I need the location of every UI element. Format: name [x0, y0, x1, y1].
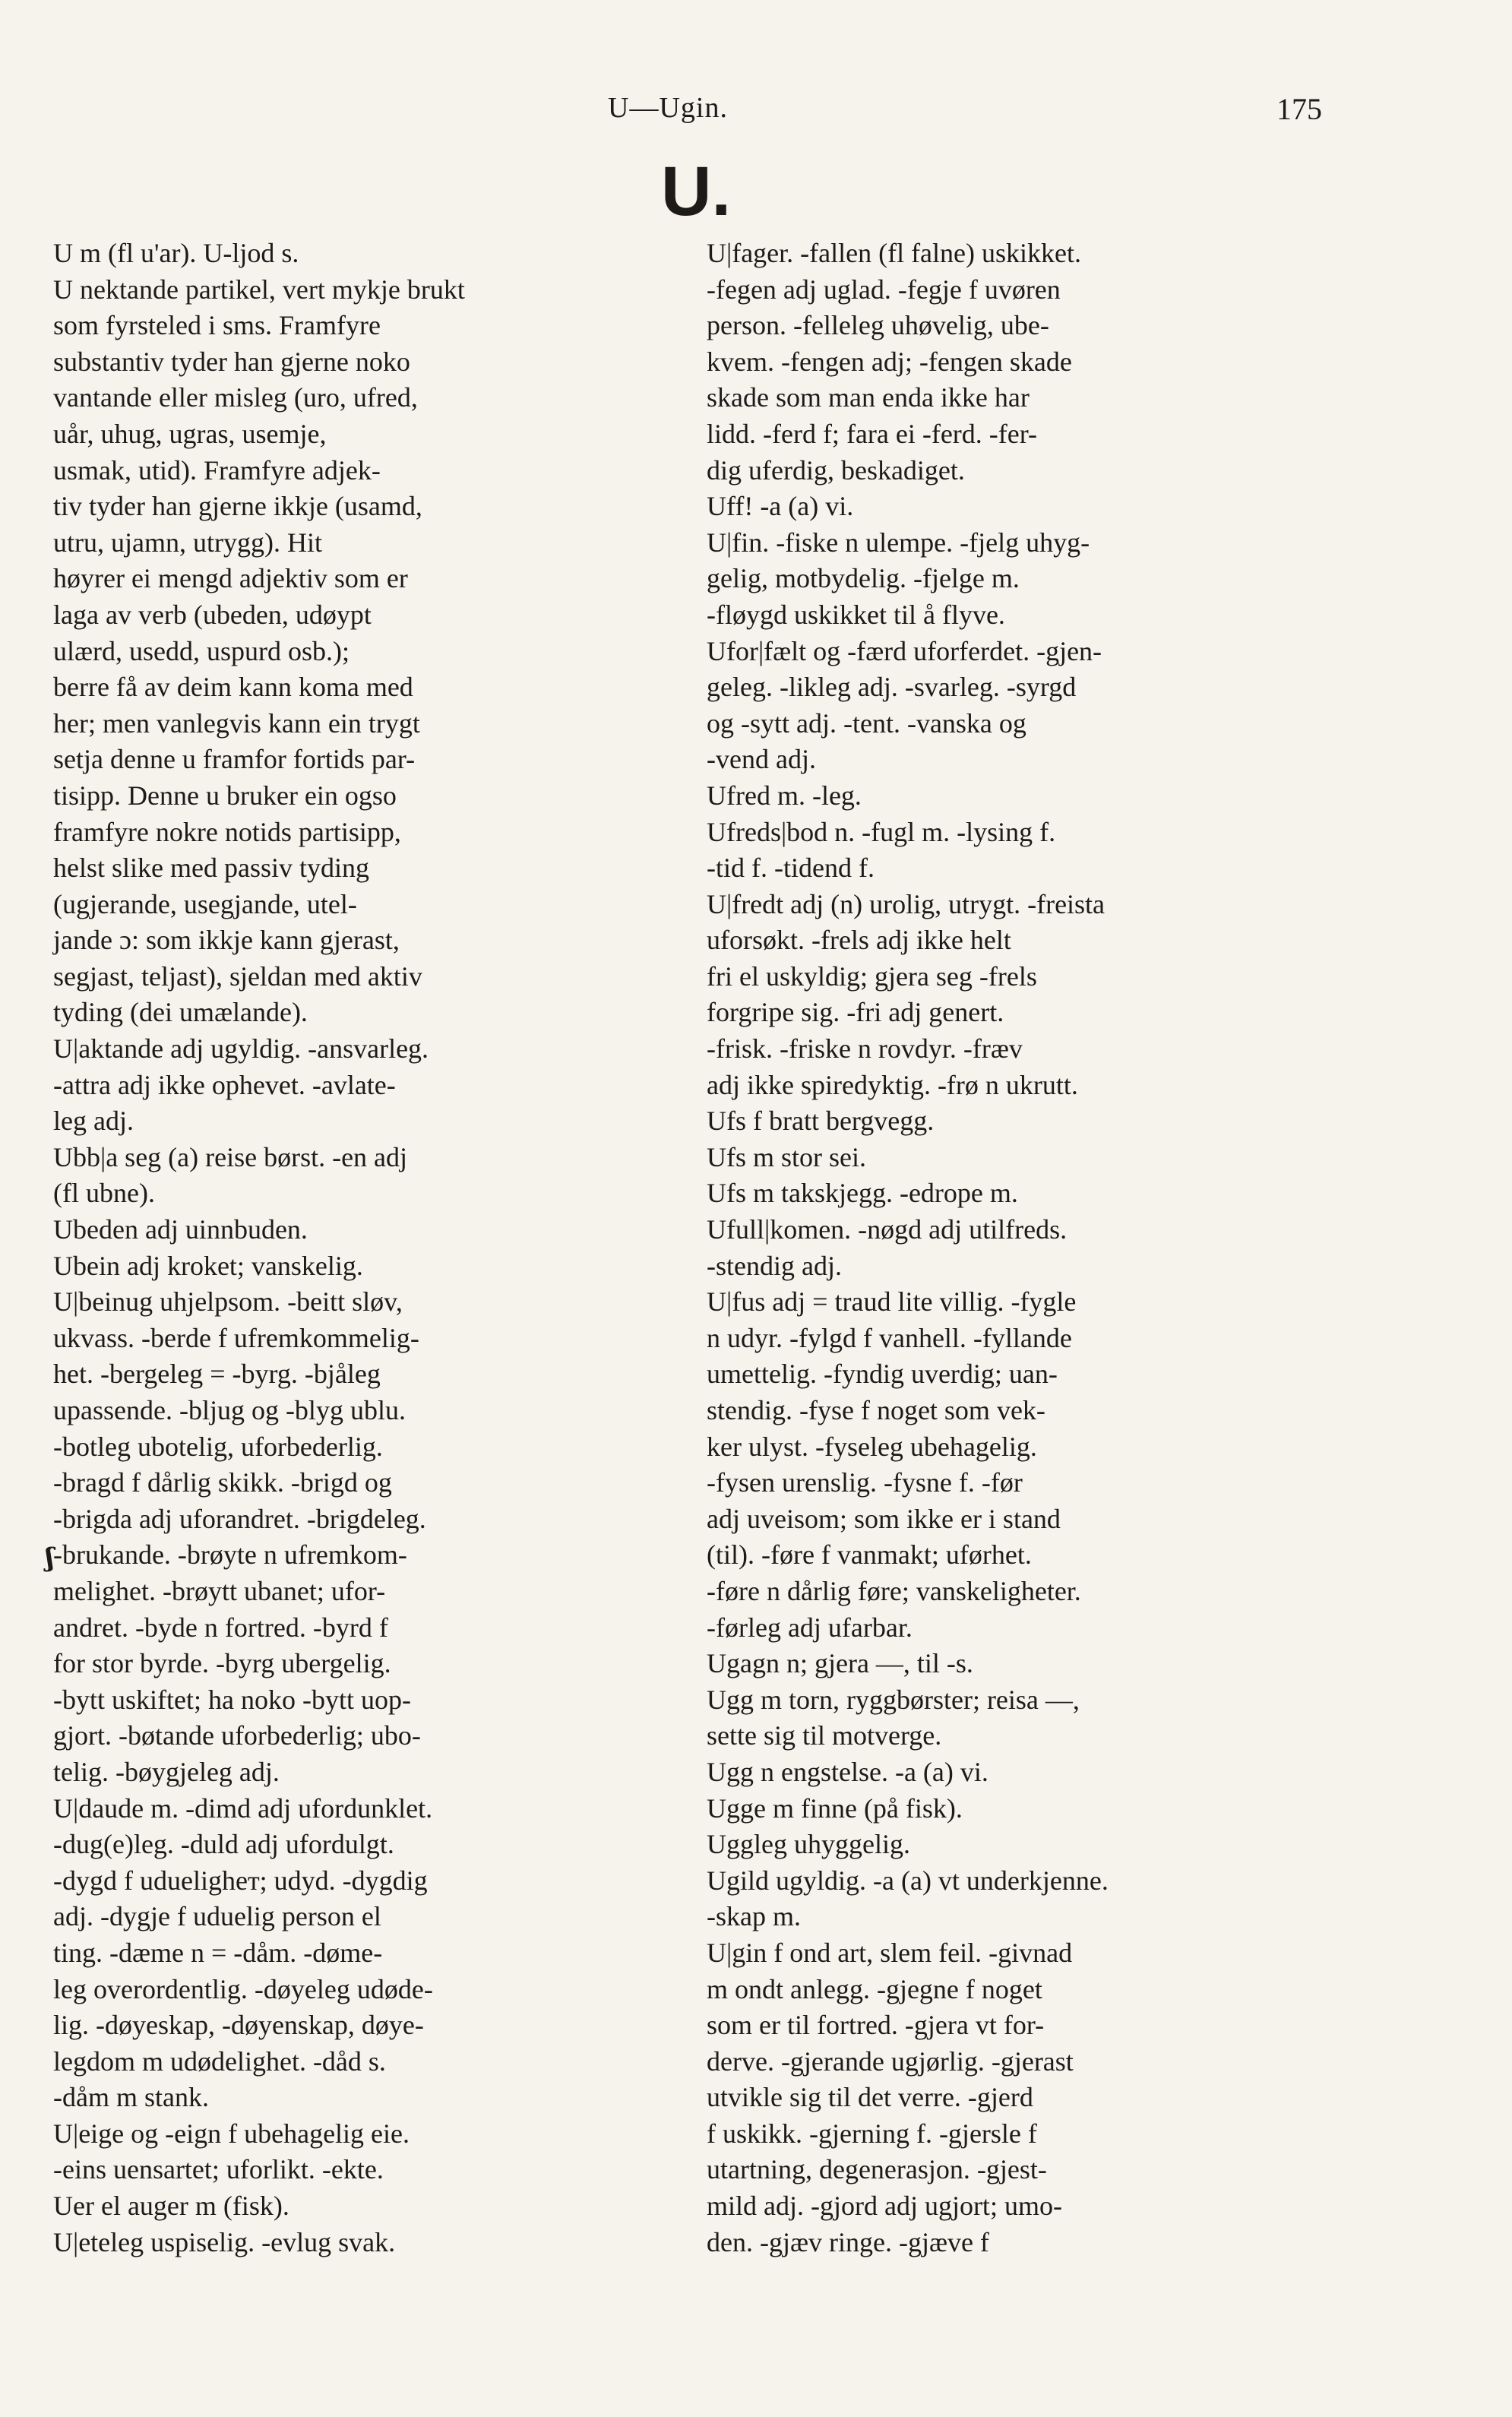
text-line: forgripe sig. -fri adj genert.: [707, 997, 1004, 1028]
text-line: -vend adj.: [707, 744, 816, 775]
text-line: Ufull|komen. -nøgd adj utilfreds.: [707, 1214, 1068, 1245]
text-line: tiv tyder han gjerne ikkje (usamd,: [53, 491, 422, 522]
text-line: Uff! -a (a) vi.: [707, 491, 854, 522]
text-line: adj uveisom; som ikke er i stand: [707, 1503, 1061, 1534]
text-line: U|daude m. -dimd adj ufordunklet.: [53, 1792, 433, 1824]
text-line: person. -felleleg uhøvelig, ube-: [707, 310, 1049, 341]
text-line: ulærd, usedd, uspurd osb.);: [53, 635, 350, 666]
text-line: uår, uhug, ugras, usemje,: [53, 418, 327, 449]
text-line: -fløygd uskikket til å flyve.: [707, 599, 1005, 630]
text-line: U m (fl u'ar). U-ljod s.: [53, 238, 299, 268]
text-line: høyrer ei mengd adjektiv som er: [53, 563, 408, 594]
text-line: og -sytt adj. -tent. -vanska og: [707, 707, 1026, 739]
text-line: -skap m.: [707, 1901, 801, 1932]
text-line: U nektande partikel, vert mykje brukt: [53, 274, 465, 305]
text-line: sette sig til motverge.: [707, 1720, 942, 1751]
text-line: substantiv tyder han gjerne noko: [53, 346, 410, 377]
text-line: lidd. -ferd f; fara ei -ferd. -fer-: [707, 418, 1038, 449]
text-line: utartning, degenerasjon. -gjest-: [707, 2154, 1047, 2185]
text-line: -dygd f udueligheт; udyd. -dygdig: [53, 1865, 428, 1896]
text-line: stendig. -fyse f noget som vek-: [707, 1395, 1045, 1425]
text-line: -dug(e)leg. -duld adj ufordulgt.: [53, 1829, 394, 1860]
text-line: Ufs m stor sei.: [707, 1141, 866, 1172]
text-line: helst slike med passiv tyding: [53, 853, 369, 884]
text-line: Ufred m. -leg.: [707, 780, 862, 811]
text-line: Ufreds|bod n. -fugl m. -lysing f.: [707, 816, 1056, 847]
text-line: leg overordentlig. -døyeleg udøde-: [53, 1973, 433, 2004]
text-line: Uggleg uhyggelig.: [707, 1829, 910, 1860]
text-line: Ugg n engstelse. -a (a) vi.: [707, 1756, 988, 1787]
text-line: usmak, utid). Framfyre adjek-: [53, 454, 381, 486]
text-line: setja denne u framfor fortids par-: [53, 744, 416, 775]
text-line: utru, ujamn, utrygg). Hit: [53, 527, 322, 558]
left-column: [53, 236, 691, 2260]
text-line: dig uferdig, beskadiget.: [707, 454, 965, 486]
text-line: den. -gjæv ringe. -gjæve f: [707, 2226, 989, 2257]
text-line: U|gin f ond art, slem feil. -givnad: [707, 1937, 1073, 1968]
text-line: andret. -byde n fortred. -byrd f: [53, 1612, 388, 1643]
margin-mark: ʃ: [46, 1542, 55, 1573]
text-line: mild adj. -gjord adj ugjort; umo-: [707, 2191, 1062, 2222]
text-line: -attra adj ikke ophevet. -avlate-: [53, 1069, 396, 1100]
text-line: kvem. -fengen adj; -fengen skade: [707, 346, 1072, 377]
text-line: for stor byrde. -byrg ubergelig.: [53, 1648, 391, 1679]
text-line: U|fin. -fiske n ulempe. -fjelg uhyg-: [707, 527, 1090, 558]
text-line: legdom m udødelighet. -dåd s.: [53, 2045, 386, 2077]
text-line: leg adj.: [53, 1106, 134, 1137]
text-line: segjast, teljast), sjeldan med aktiv: [53, 960, 422, 992]
text-line: m ondt anlegg. -gjegne f noget: [707, 1973, 1042, 2004]
text-line: (til). -føre f vanmakt; uførhet.: [707, 1539, 1032, 1571]
text-line: het. -bergeleg = -byrg. -bjåleg: [53, 1359, 381, 1390]
text-line: tyding (dei umælande).: [53, 997, 308, 1028]
text-line: melighet. -brøytt ubanet; ufor-: [53, 1575, 386, 1606]
text-line: adj ikke spiredyktig. -frø n ukrutt.: [707, 1069, 1078, 1100]
text-line: jande ɔ: som ikkje kann gjerast,: [53, 925, 400, 956]
right-column: [707, 236, 1345, 2260]
text-line: lig. -døyeskap, -døyenskap, døye-: [53, 2010, 424, 2041]
text-line: Ubeden adj uinnbuden.: [53, 1214, 308, 1245]
section-letter: U.: [661, 153, 731, 230]
page-header: [0, 91, 1512, 137]
text-line: (ugjerande, usegjande, utel-: [53, 888, 357, 919]
text-line: adj. -dygje f uduelig person el: [53, 1901, 381, 1932]
text-line: -føre n dårlig føre; vanskeligheter.: [707, 1575, 1081, 1606]
text-line: her; men vanlegvis kann ein trygt: [53, 707, 420, 739]
text-line: Ugge m finne (på fisk).: [707, 1792, 963, 1824]
text-line: Ubb|a seg (a) reise børst. -en adj: [53, 1141, 408, 1172]
text-line: Ugg m torn, ryggbørster; reisa —,: [707, 1684, 1080, 1715]
text-line: Ubein adj kroket; vanskelig.: [53, 1250, 363, 1281]
text-line: Ugild ugyldig. -a (a) vt underkjenne.: [707, 1865, 1109, 1896]
text-line: -frisk. -friske n rovdyr. -fræv: [707, 1033, 1023, 1065]
text-line: fri el uskyldig; gjera seg -frels: [707, 960, 1037, 992]
text-line: gjort. -bøtande uforbederlig; ubo-: [53, 1720, 421, 1751]
text-line: umettelig. -fyndig uverdig; uan-: [707, 1359, 1058, 1390]
text-line: U|fus adj = traud lite villig. -fygle: [707, 1286, 1077, 1318]
text-line: U|fager. -fallen (fl falne) uskikket.: [707, 238, 1081, 268]
text-line: Ufs m takskjegg. -edrope m.: [707, 1178, 1018, 1209]
text-line: U|beinug uhjelpsom. -beitt sløv,: [53, 1286, 403, 1318]
text-line: (fl ubne).: [53, 1178, 155, 1209]
text-line: som er til fortred. -gjera vt for-: [707, 2010, 1045, 2041]
text-line: Uer el auger m (fisk).: [53, 2191, 289, 2222]
text-line: n udyr. -fylgd f vanhell. -fyllande: [707, 1322, 1072, 1353]
text-line: -botleg ubotelig, uforbederlig.: [53, 1431, 383, 1462]
text-line: vantande eller misleg (uro, ufred,: [53, 382, 418, 413]
text-line: Ufs f bratt bergvegg.: [707, 1106, 935, 1137]
text-line: gelig, motbydelig. -fjelge m.: [707, 563, 1020, 594]
text-line: f uskikk. -gjerning f. -gjersle f: [707, 2118, 1037, 2149]
text-line: berre få av deim kann koma med: [53, 672, 413, 703]
text-line: -bytt uskiftet; ha noko -bytt uop-: [53, 1684, 411, 1715]
text-line: ting. -dæme n = -dåm. -døme-: [53, 1937, 383, 1968]
text-line: Ugagn n; gjera —, til -s.: [707, 1648, 973, 1679]
text-line: utvikle sig til det verre. -gjerd: [707, 2082, 1033, 2113]
text-line: U|aktande adj ugyldig. -ansvarleg.: [53, 1033, 429, 1065]
text-line: skade som man enda ikke har: [707, 382, 1030, 413]
text-line: telig. -bøygjeleg adj.: [53, 1756, 280, 1787]
text-line: U|fredt adj (n) urolig, utrygt. -freista: [707, 888, 1106, 919]
text-line: U|eteleg uspiselig. -evlug svak.: [53, 2226, 396, 2257]
text-line: -eins uensartet; uforlikt. -ekte.: [53, 2154, 384, 2185]
text-line: uforsøkt. -frels adj ikke helt: [707, 925, 1011, 956]
text-line: -fegen adj uglad. -fegje f uvøren: [707, 274, 1061, 305]
text-line: -brigda adj uforandret. -brigdeleg.: [53, 1503, 426, 1534]
text-line: -fysen urenslig. -fysne f. -før: [707, 1467, 1023, 1498]
running-head: U—Ugin.: [608, 92, 728, 124]
text-line: som fyrsteled i sms. Framfyre: [53, 310, 381, 341]
text-line: -dåm m stank.: [53, 2082, 209, 2113]
text-line: Ufor|fælt og -færd uforferdet. -gjen-: [707, 635, 1102, 666]
text-line: ukvass. -berde f ufremkommelig-: [53, 1322, 419, 1353]
text-line: -bragd f dårlig skikk. -brigd og: [53, 1467, 392, 1498]
text-line: -brukande. -brøyte n ufremkom-: [53, 1539, 407, 1571]
text-line: geleg. -likleg adj. -svarleg. -syrgd: [707, 672, 1077, 703]
text-line: U|eige og -eign f ubehagelig eie.: [53, 2118, 410, 2149]
page-number: 175: [1276, 92, 1322, 126]
text-line: upassende. -bljug og -blyg ublu.: [53, 1395, 406, 1425]
text-line: laga av verb (ubeden, udøypt: [53, 599, 372, 630]
text-line: -stendig adj.: [707, 1250, 842, 1281]
text-line: derve. -gjerande ugjørlig. -gjerast: [707, 2045, 1074, 2077]
text-line: -tid f. -tidend f.: [707, 853, 875, 884]
text-line: framfyre nokre notids partisipp,: [53, 816, 401, 847]
text-line: tisipp. Denne u bruker ein ogso: [53, 780, 397, 811]
text-line: ker ulyst. -fyseleg ubehagelig.: [707, 1431, 1037, 1462]
text-line: -førleg adj ufarbar.: [707, 1612, 913, 1643]
